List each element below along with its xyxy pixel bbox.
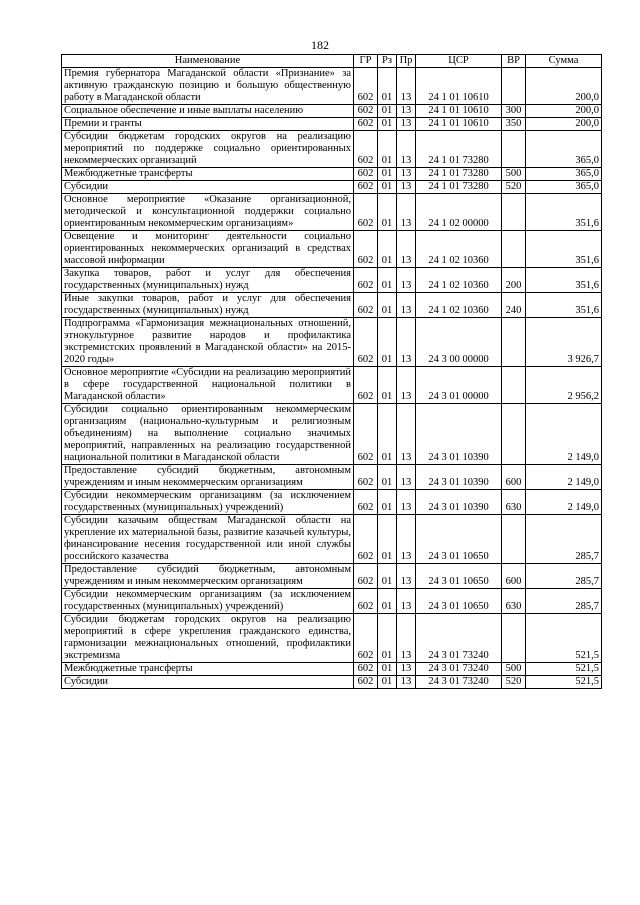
cell-vr: 600 [502, 564, 526, 589]
cell-sum: 2 956,2 [526, 367, 602, 404]
cell-sum: 2 149,0 [526, 404, 602, 465]
cell-gr: 602 [354, 231, 378, 268]
cell-gr: 602 [354, 105, 378, 118]
table-row [62, 490, 602, 515]
cell-csr: 24 3 01 10390 [416, 490, 502, 515]
cell-rz: 01 [378, 318, 397, 367]
cell-name: Премии и гранты [62, 118, 354, 131]
cell-sum: 365,0 [526, 181, 602, 194]
cell-sum: 285,7 [526, 564, 602, 589]
cell-vr: 630 [502, 490, 526, 515]
cell-rz: 01 [378, 564, 397, 589]
table-row [62, 105, 602, 118]
cell-vr: 630 [502, 589, 526, 614]
cell-pr: 13 [397, 168, 416, 181]
cell-gr: 602 [354, 515, 378, 564]
table-row [62, 194, 602, 231]
header-name: Наименование [62, 55, 354, 68]
cell-name: Подпрограмма «Гармонизация межнациональных отношений, этнокультурное развитие народов и профилактика экстремистских проявлений в Магаданской области» на 2015-2020 годы» [62, 318, 354, 367]
cell-csr: 24 3 01 10390 [416, 465, 502, 490]
cell-rz: 01 [378, 131, 397, 168]
cell-pr: 13 [397, 293, 416, 318]
cell-sum: 2 149,0 [526, 490, 602, 515]
cell-sum: 365,0 [526, 131, 602, 168]
cell-name: Межбюджетные трансферты [62, 663, 354, 676]
cell-sum: 200,0 [526, 105, 602, 118]
table-row [62, 676, 602, 689]
header-sum: Сумма [526, 55, 602, 68]
cell-name: Субсидии некоммерческим организациям (за исключением государственных (муниципальных) учреждений) [62, 490, 354, 515]
cell-pr: 13 [397, 118, 416, 131]
cell-name: Премия губернатора Магаданской области «Признание» за активную гражданскую позицию и большую общественную работу в Магаданской области [62, 68, 354, 105]
cell-vr [502, 131, 526, 168]
cell-sum: 285,7 [526, 589, 602, 614]
cell-name: Субсидии социально ориентированным некоммерческим организациям (национально-культурным и религиозным объединениям) на выполнение социально значимых мероприятий, направленных на реализацию государственной национальной политики в Магаданской области [62, 404, 354, 465]
cell-csr: 24 1 01 73280 [416, 168, 502, 181]
table-row [62, 404, 602, 465]
cell-rz: 01 [378, 194, 397, 231]
cell-rz: 01 [378, 465, 397, 490]
cell-name: Предоставление субсидий бюджетным, автономным учреждениям и иным некоммерческим организациям [62, 564, 354, 589]
cell-sum: 365,0 [526, 168, 602, 181]
cell-gr: 602 [354, 293, 378, 318]
cell-csr: 24 3 01 10650 [416, 589, 502, 614]
table-row [62, 515, 602, 564]
cell-rz: 01 [378, 181, 397, 194]
cell-csr: 24 3 00 00000 [416, 318, 502, 367]
cell-pr: 13 [397, 181, 416, 194]
table-row [62, 564, 602, 589]
cell-pr: 13 [397, 105, 416, 118]
cell-rz: 01 [378, 231, 397, 268]
cell-pr: 13 [397, 367, 416, 404]
cell-name: Социальное обеспечение и иные выплаты населению [62, 105, 354, 118]
cell-rz: 01 [378, 515, 397, 564]
cell-csr: 24 1 01 73280 [416, 131, 502, 168]
cell-sum: 2 149,0 [526, 465, 602, 490]
header-rz: Рз [378, 55, 397, 68]
cell-rz: 01 [378, 404, 397, 465]
cell-pr: 13 [397, 268, 416, 293]
cell-gr: 602 [354, 564, 378, 589]
cell-pr: 13 [397, 614, 416, 663]
header-vr: ВР [502, 55, 526, 68]
cell-vr [502, 515, 526, 564]
cell-gr: 602 [354, 676, 378, 689]
cell-gr: 602 [354, 589, 378, 614]
header-row [62, 55, 602, 68]
table-row [62, 367, 602, 404]
cell-gr: 602 [354, 614, 378, 663]
table-row [62, 181, 602, 194]
table-row [62, 268, 602, 293]
cell-csr: 24 1 01 10610 [416, 68, 502, 105]
cell-gr: 602 [354, 131, 378, 168]
cell-name: Иные закупки товаров, работ и услуг для обеспечения государственных (муниципальных) нужд [62, 293, 354, 318]
table-row [62, 118, 602, 131]
cell-gr: 602 [354, 181, 378, 194]
cell-name: Субсидии [62, 676, 354, 689]
cell-csr: 24 1 02 10360 [416, 268, 502, 293]
cell-csr: 24 1 02 00000 [416, 194, 502, 231]
cell-gr: 602 [354, 194, 378, 231]
cell-csr: 24 1 01 10610 [416, 105, 502, 118]
cell-sum: 351,6 [526, 194, 602, 231]
cell-csr: 24 3 01 73240 [416, 614, 502, 663]
table-row [62, 318, 602, 367]
cell-rz: 01 [378, 589, 397, 614]
cell-rz: 01 [378, 490, 397, 515]
cell-name: Основное мероприятие «Оказание организационной, методической и консультационной поддержки социально ориентированным некоммерческим организациям» [62, 194, 354, 231]
cell-name: Предоставление субсидий бюджетным, автономным учреждениям и иным некоммерческим организациям [62, 465, 354, 490]
cell-vr: 350 [502, 118, 526, 131]
table-row [62, 68, 602, 105]
cell-vr [502, 614, 526, 663]
cell-pr: 13 [397, 131, 416, 168]
table-row [62, 168, 602, 181]
cell-rz: 01 [378, 663, 397, 676]
cell-csr: 24 3 01 73240 [416, 663, 502, 676]
cell-vr: 520 [502, 676, 526, 689]
cell-pr: 13 [397, 663, 416, 676]
cell-vr: 500 [502, 663, 526, 676]
cell-sum: 351,6 [526, 268, 602, 293]
cell-rz: 01 [378, 293, 397, 318]
cell-sum: 285,7 [526, 515, 602, 564]
cell-rz: 01 [378, 676, 397, 689]
cell-vr [502, 318, 526, 367]
cell-vr [502, 367, 526, 404]
cell-name: Субсидии [62, 181, 354, 194]
cell-name: Межбюджетные трансферты [62, 168, 354, 181]
cell-pr: 13 [397, 589, 416, 614]
cell-pr: 13 [397, 318, 416, 367]
table-row [62, 663, 602, 676]
cell-csr: 24 3 01 10650 [416, 564, 502, 589]
cell-name: Освещение и мониторинг деятельности социально ориентированных некоммерческих организаций в средствах массовой информации [62, 231, 354, 268]
cell-csr: 24 3 01 10390 [416, 404, 502, 465]
cell-gr: 602 [354, 68, 378, 105]
cell-name: Основное мероприятие «Субсидии на реализацию мероприятий в сфере государственной национальной политики в Магаданской области» [62, 367, 354, 404]
header-gr: ГР [354, 55, 378, 68]
cell-rz: 01 [378, 268, 397, 293]
cell-sum: 521,5 [526, 676, 602, 689]
cell-rz: 01 [378, 118, 397, 131]
cell-pr: 13 [397, 404, 416, 465]
cell-pr: 13 [397, 515, 416, 564]
cell-gr: 602 [354, 168, 378, 181]
cell-vr: 500 [502, 168, 526, 181]
cell-csr: 24 3 01 73240 [416, 676, 502, 689]
cell-csr: 24 3 01 00000 [416, 367, 502, 404]
cell-gr: 602 [354, 490, 378, 515]
cell-csr: 24 1 01 10610 [416, 118, 502, 131]
table-row [62, 614, 602, 663]
cell-sum: 200,0 [526, 118, 602, 131]
cell-gr: 602 [354, 318, 378, 367]
table-row [62, 293, 602, 318]
cell-sum: 200,0 [526, 68, 602, 105]
cell-csr: 24 3 01 10650 [416, 515, 502, 564]
cell-vr: 300 [502, 105, 526, 118]
table-row [62, 131, 602, 168]
cell-name: Субсидии казачьим обществам Магаданской области на укрепление их материальной базы, развитие казачьей культуры, финансирование несения государственной или иной службы российского казачества [62, 515, 354, 564]
cell-csr: 24 1 01 73280 [416, 181, 502, 194]
cell-csr: 24 1 02 10360 [416, 231, 502, 268]
header-pr: Пр [397, 55, 416, 68]
cell-rz: 01 [378, 367, 397, 404]
cell-pr: 13 [397, 564, 416, 589]
cell-name: Закупка товаров, работ и услуг для обеспечения государственных (муниципальных) нужд [62, 268, 354, 293]
cell-vr: 240 [502, 293, 526, 318]
cell-pr: 13 [397, 231, 416, 268]
cell-pr: 13 [397, 194, 416, 231]
cell-rz: 01 [378, 614, 397, 663]
table-body [62, 68, 602, 689]
cell-rz: 01 [378, 168, 397, 181]
table-row [62, 465, 602, 490]
budget-table [61, 54, 602, 689]
cell-sum: 521,5 [526, 614, 602, 663]
cell-gr: 602 [354, 404, 378, 465]
table-row [62, 589, 602, 614]
page-number: 182 [311, 38, 329, 52]
cell-gr: 602 [354, 367, 378, 404]
cell-rz: 01 [378, 68, 397, 105]
cell-csr: 24 1 02 10360 [416, 293, 502, 318]
cell-pr: 13 [397, 676, 416, 689]
cell-gr: 602 [354, 118, 378, 131]
cell-vr [502, 231, 526, 268]
cell-gr: 602 [354, 465, 378, 490]
cell-vr [502, 194, 526, 231]
cell-sum: 521,5 [526, 663, 602, 676]
cell-pr: 13 [397, 490, 416, 515]
cell-vr [502, 68, 526, 105]
cell-sum: 351,6 [526, 293, 602, 318]
cell-name: Субсидии бюджетам городских округов на реализацию мероприятий в сфере укрепления гражданского единства, гармонизации межнациональных отношений, профилактики экстремизма [62, 614, 354, 663]
cell-rz: 01 [378, 105, 397, 118]
header-csr: ЦСР [416, 55, 502, 68]
cell-sum: 351,6 [526, 231, 602, 268]
cell-name: Субсидии некоммерческим организациям (за исключением государственных (муниципальных) учреждений) [62, 589, 354, 614]
cell-vr: 200 [502, 268, 526, 293]
cell-sum: 3 926,7 [526, 318, 602, 367]
cell-gr: 602 [354, 268, 378, 293]
cell-gr: 602 [354, 663, 378, 676]
cell-vr: 520 [502, 181, 526, 194]
table-row [62, 231, 602, 268]
cell-pr: 13 [397, 68, 416, 105]
cell-vr: 600 [502, 465, 526, 490]
cell-vr [502, 404, 526, 465]
cell-name: Субсидии бюджетам городских округов на реализацию мероприятий по поддержке социально ориентированных некоммерческих организаций [62, 131, 354, 168]
cell-pr: 13 [397, 465, 416, 490]
